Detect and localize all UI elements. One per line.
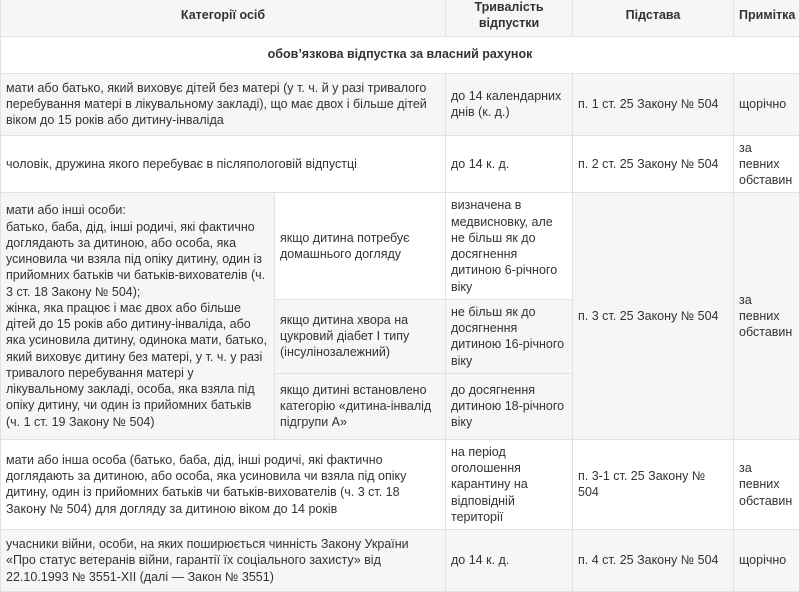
header-category: Категорії осіб — [1, 0, 446, 36]
row3-duration-3: до досягнення дитиною 18-річного віку — [446, 373, 573, 439]
row1-duration: до 14 календарних днів (к. д.) — [446, 73, 573, 135]
row1-note: щорічно — [734, 73, 799, 135]
table-row — [1, 439, 799, 529]
row2-basis: п. 2 ст. 25 Закону № 504 — [573, 135, 734, 193]
row5-category: учасники війни, особи, на яких поширюється чинність Закону України «Про статус ветеранів війни, гарантії їх соціального захисту» від 22.10.1993 № 3551-XII (далі — Закон № 3551) — [1, 530, 446, 592]
header-basis: Підстава — [573, 0, 734, 36]
row2-note: за певних обставин — [734, 135, 799, 193]
row4-note: за певних обставин — [734, 439, 799, 529]
header-duration: Тривалість відпустки — [446, 0, 573, 36]
row3-basis: п. 3 ст. 25 Закону № 504 — [573, 193, 734, 440]
table-row — [1, 73, 799, 135]
row2-duration: до 14 к. д. — [446, 135, 573, 193]
header-note: Примітка — [734, 0, 799, 36]
row1-category: мати або батько, який виховує дітей без матері (у т. ч. й у разі тривалого перебування матері в лікувальному закладі), що має двох і більше дітей віком до 15 років або дитину-інваліда — [1, 73, 446, 135]
row5-duration: до 14 к. д. — [446, 530, 573, 592]
row4-basis: п. 3-1 ст. 25 Закону № 504 — [573, 439, 734, 529]
row1-basis: п. 1 ст. 25 Закону № 504 — [573, 73, 734, 135]
row5-basis: п. 4 ст. 25 Закону № 504 — [573, 530, 734, 592]
row3-duration-1: визначена в медвисновку, але не більш як до досягнення дитиною 6-річного віку — [446, 193, 573, 300]
row3-category: мати або інші особи: батько, баба, дід, інші родичі, які фактично доглядають за дитиною, або особа, яка усиновила чи взяла під опіку дитину, один із прийомних батьків чи батьків-вихователів (ч. 3 ст. 18 Закону № 504); жінка, яка працює і має двох або більше дітей до 15 років або дитину-інваліда, або яка усиновила дитину, одинока мати, батько, який виховує дитину без матері, у т. ч. у разі тривалого перебування матері у лікувальному закладі, особа, яка взяла під опіку дитину, чи один із прийомних батьків (ч. 1 ст. 19 Закону № 504) — [1, 193, 275, 440]
table-row — [1, 193, 799, 300]
row4-category: мати або інша особа (батько, баба, дід, інші родичі, які фактично доглядають за дитиною, або особа, яка усиновила чи взяла під опіку дитину, один із прийомних батьків чи батьків-вихователів (ч. 3 ст. 18 Закону № 504) для догляду за дитиною віком до 14 років — [1, 439, 446, 529]
row3-condition-1: якщо дитина потребує домашнього догляду — [275, 193, 446, 300]
row3-duration-2: не більш як до досягнення дитиною 16-річного віку — [446, 299, 573, 373]
row3-condition-3: якщо дитині встановлено категорію «дитина-інвалід підгрупи А» — [275, 373, 446, 439]
row4-duration: на період оголошення карантину на відповідній території — [446, 439, 573, 529]
row2-category: чоловік, дружина якого перебуває в післяпологовій відпустці — [1, 135, 446, 193]
row3-condition-2: якщо дитина хвора на цукровий діабет I типу (інсулінозалежний) — [275, 299, 446, 373]
table-row — [1, 135, 799, 193]
row5-note: щорічно — [734, 530, 799, 592]
table-row — [1, 530, 799, 592]
section-title: обов’язкова відпустка за власний рахунок — [1, 36, 799, 73]
row3-note: за певних обставин — [734, 193, 799, 440]
